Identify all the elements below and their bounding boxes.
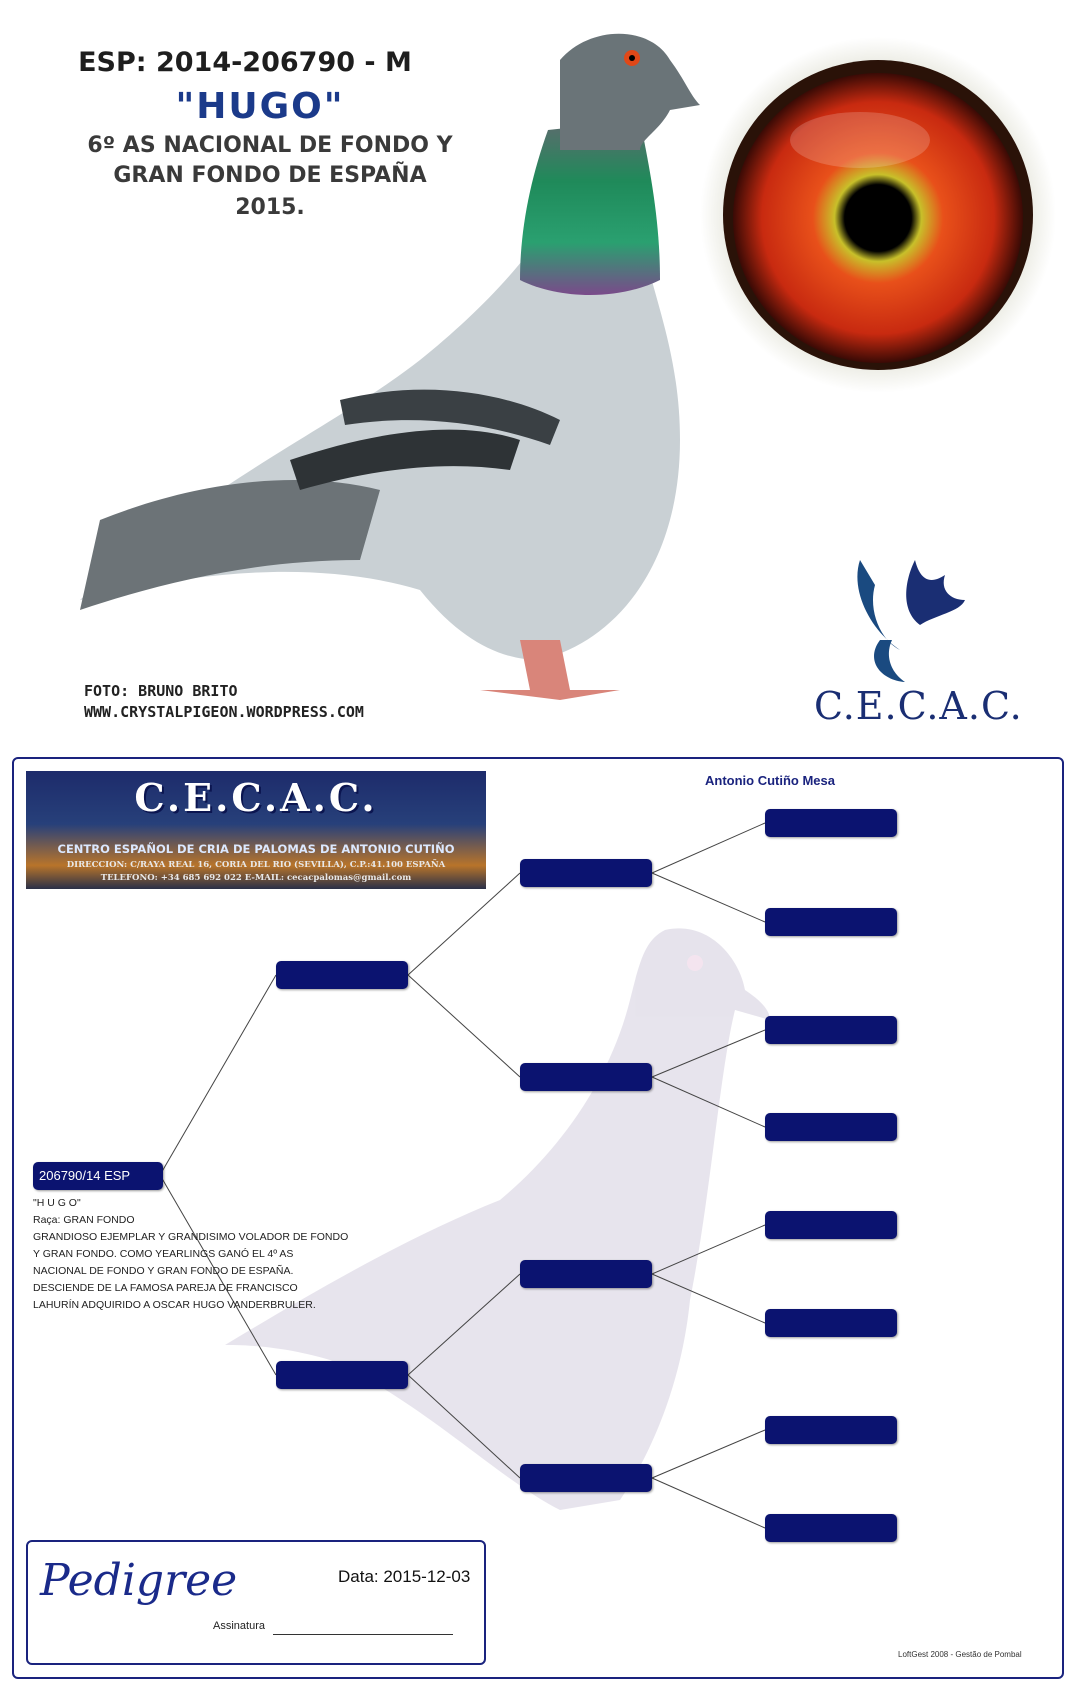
great-grandparent-box[interactable] (765, 809, 897, 837)
description-line: LAHURÍN ADQUIRIDO A OSCAR HUGO VANDERBRULER. (33, 1299, 316, 1311)
dam-box[interactable] (276, 1361, 408, 1389)
photo-credit-label: FOTO: BRUNO BRITO (84, 682, 238, 700)
banner-contact: TELEFONO: +34 685 692 022 E-MAIL: cecacpalomas@gmail.com (100, 873, 412, 883)
description-line: Y GRAN FONDO. COMO YEARLINGS GANÓ EL 4º AS (33, 1248, 294, 1260)
great-grandparent-box[interactable] (765, 1113, 897, 1141)
description-line: GRANDIOSO EJEMPLAR Y GRANDISIMO VOLADOR DE FONDO (33, 1231, 349, 1243)
title-year: 2015. (235, 195, 305, 220)
great-grandparent-box[interactable] (765, 1309, 897, 1337)
signature-label: Assinatura (213, 1620, 265, 1632)
grandparent-box[interactable] (520, 1063, 652, 1091)
grandparent-box[interactable] (520, 1464, 652, 1492)
great-grandparent-box[interactable] (765, 1211, 897, 1239)
banner-subtitle: CENTRO ESPAÑOL DE CRIA DE PALOMAS DE ANTONIO CUTIÑO (57, 842, 455, 856)
description-line: DESCIENDE DE LA FAMOSA PAREJA DE FRANCISCO (33, 1282, 298, 1294)
banner-address: DIRECCION: C/RAYA REAL 16, CORIA DEL RIO (SEVILLA), C.P.:41.100 ESPAÑA (66, 860, 446, 870)
sire-box[interactable] (276, 961, 408, 989)
description-line: NACIONAL DE FONDO Y GRAN FONDO DE ESPAÑA. (33, 1265, 294, 1277)
cecac-logo-text: C.E.C.A.C. (814, 684, 1023, 728)
signature-line[interactable] (273, 1634, 453, 1635)
pedigree-logo-text: Pedigree (40, 1555, 238, 1606)
subject-name: "H U G O" (33, 1197, 81, 1209)
software-credit: LoftGest 2008 - Gestão de Pombal (898, 1650, 1022, 1659)
great-grandparent-box[interactable] (765, 1016, 897, 1044)
great-grandparent-box[interactable] (765, 1514, 897, 1542)
ring-number: ESP: 2014-206790 - M (78, 47, 412, 78)
great-grandparent-box[interactable] (765, 908, 897, 936)
owner-name: Antonio Cutiño Mesa (705, 773, 835, 788)
subject-description (33, 1195, 353, 1314)
title-line-1: 6º AS NACIONAL DE FONDO Y (87, 133, 453, 158)
grandparent-box[interactable] (520, 1260, 652, 1288)
title-line-2: GRAN FONDO DE ESPAÑA (113, 163, 427, 188)
subject-breed: Raça: GRAN FONDO (33, 1214, 135, 1226)
subject-ring-box[interactable]: 206790/14 ESP (33, 1162, 163, 1190)
great-grandparent-box[interactable] (765, 1416, 897, 1444)
banner-title: C.E.C.A.C. (134, 775, 378, 820)
pigeon-name: "HUGO" (175, 86, 345, 127)
grandparent-box[interactable] (520, 859, 652, 887)
pedigree-date: Data: 2015-12-03 (338, 1567, 471, 1586)
photo-credit-url[interactable]: WWW.CRYSTALPIGEON.WORDPRESS.COM (84, 703, 364, 721)
